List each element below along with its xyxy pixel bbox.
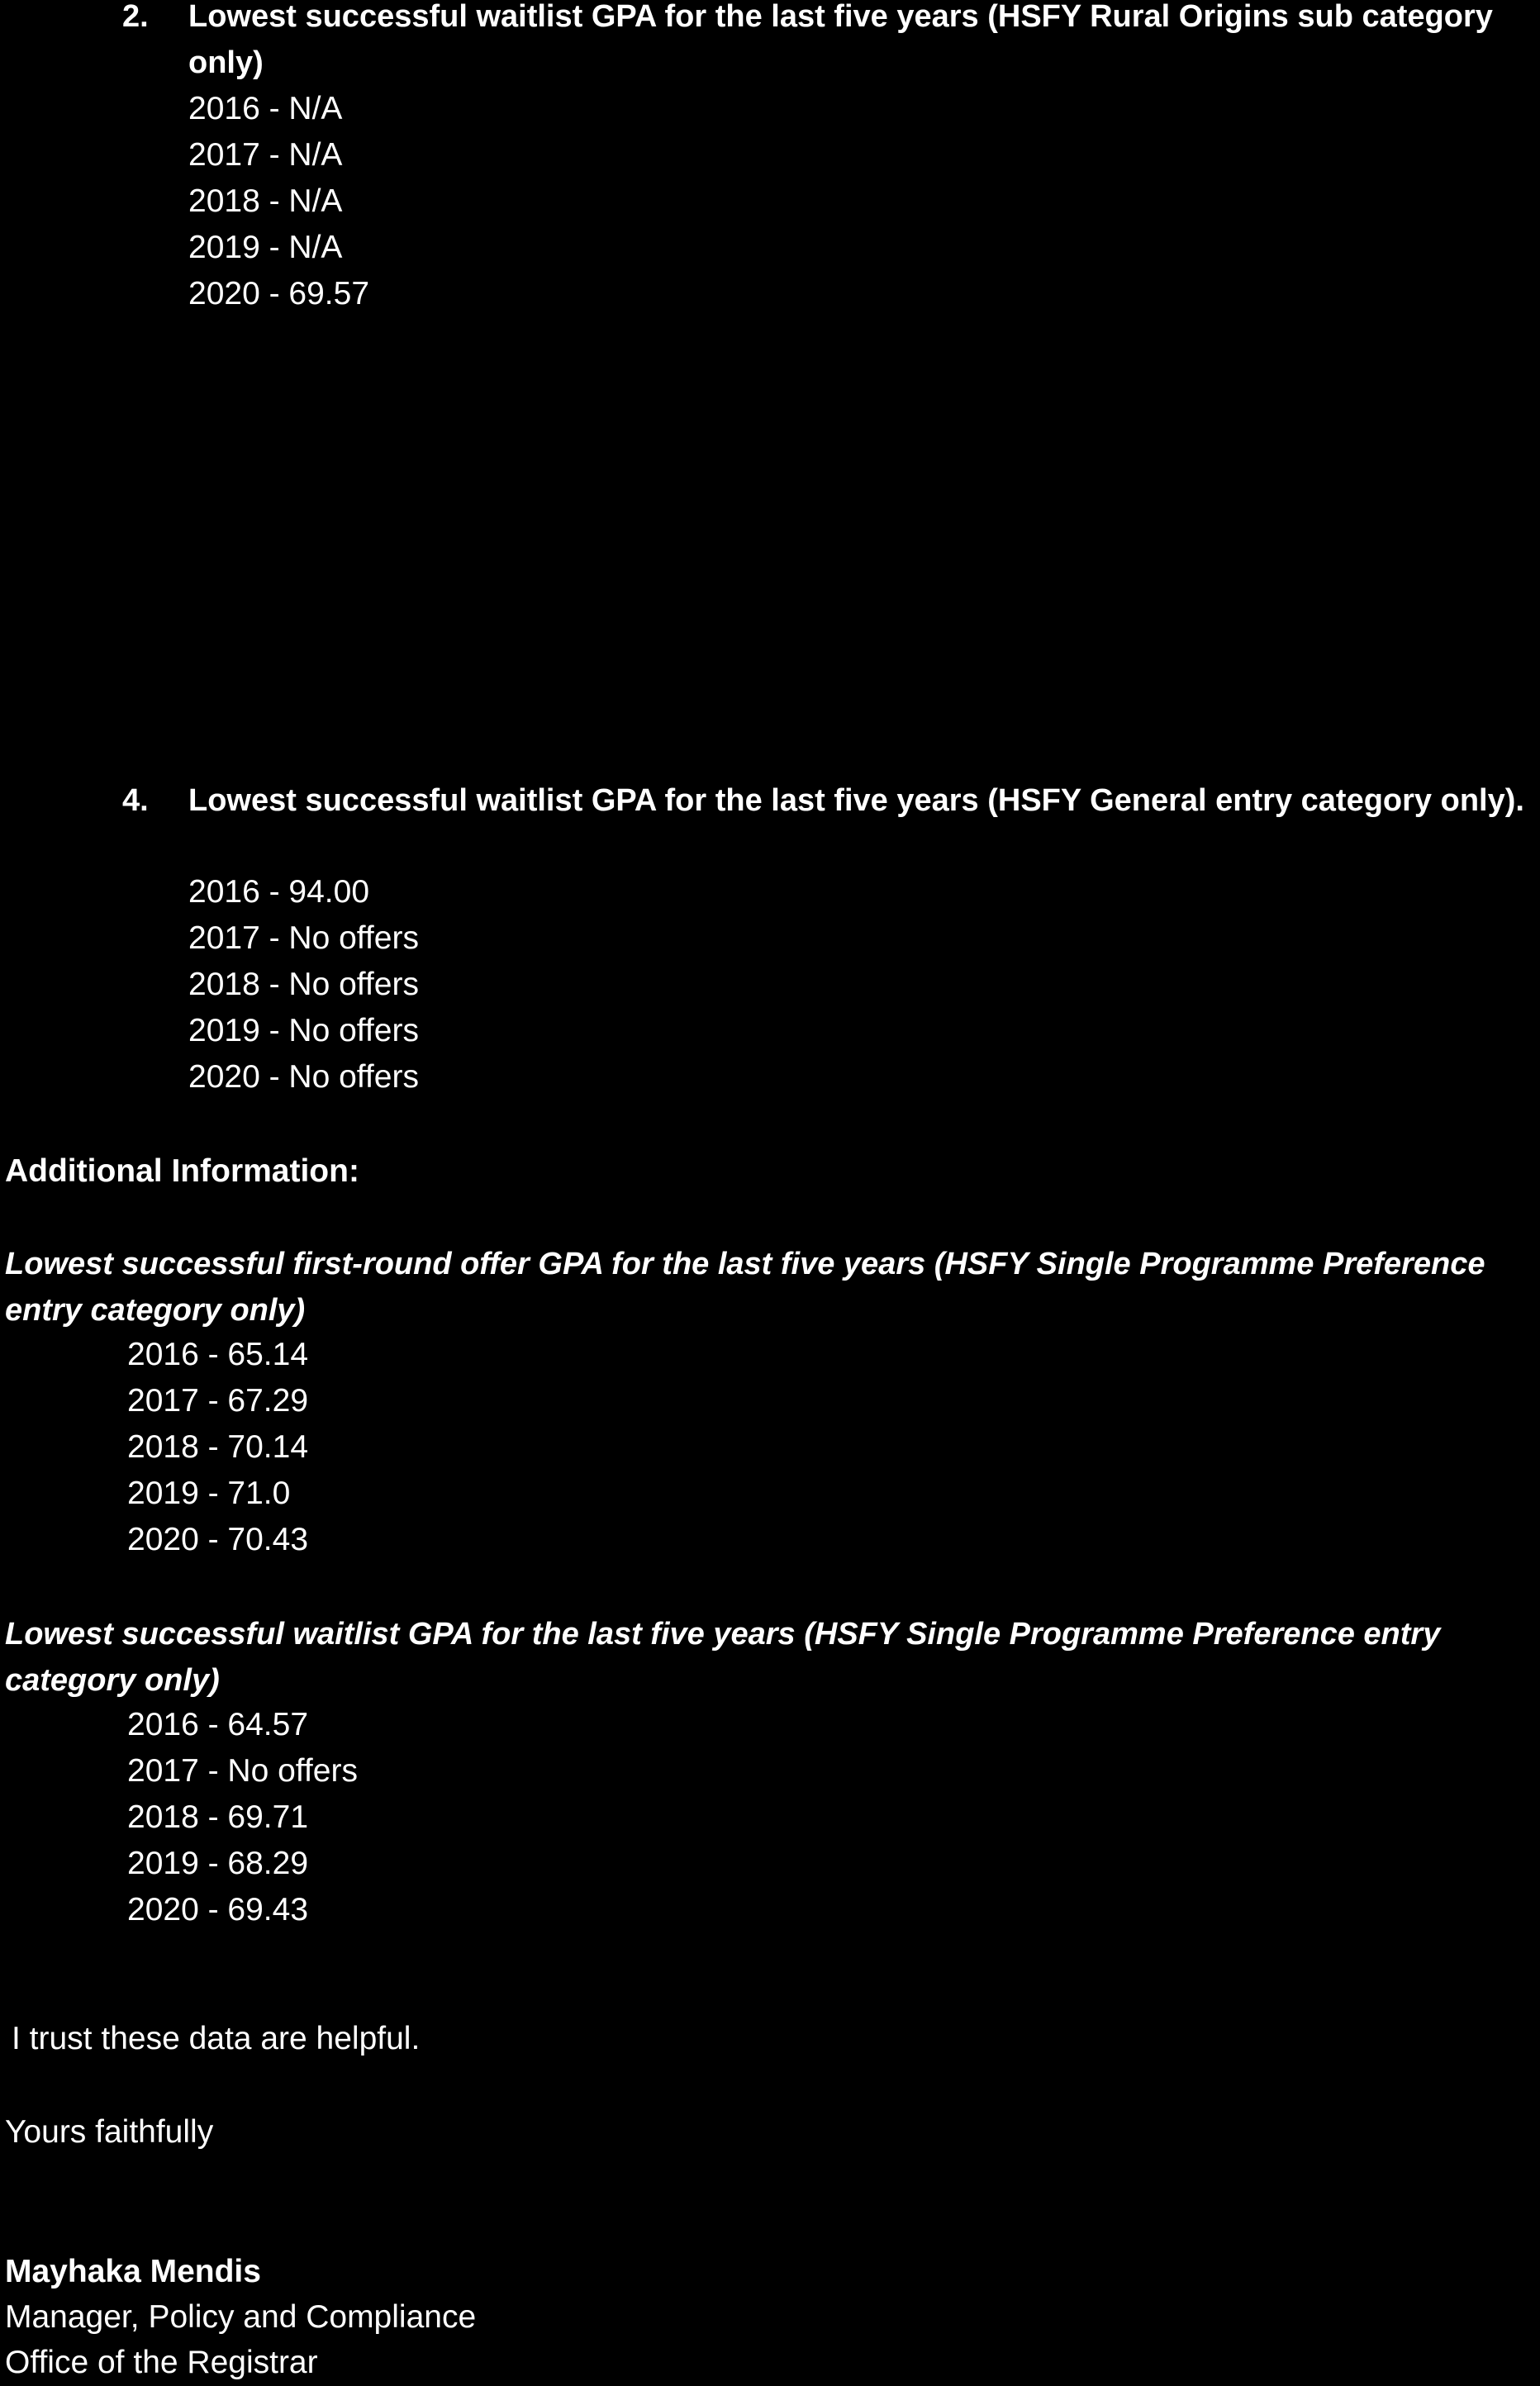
additional-info-title: Additional Information: (5, 1153, 359, 1189)
list-item: 2020 - 69.57 (188, 276, 370, 311)
list-item: 2019 - N/A (188, 230, 343, 265)
salutation: Yours faithfully (5, 2114, 214, 2150)
list-item: 2017 - N/A (188, 137, 343, 173)
list-item: 2017 - No offers (127, 1753, 358, 1789)
section-4-heading-text: Lowest successful waitlist GPA for the last five years (HSFY General entry category only). (188, 783, 1524, 818)
list-item: 2018 - N/A (188, 183, 343, 219)
trust-line: I trust these data are helpful. (12, 2021, 421, 2056)
list-item: 2018 - 70.14 (127, 1429, 309, 1465)
waitlist-list (127, 1702, 358, 1933)
signatory-name: Mayhaka Mendis (5, 2254, 261, 2289)
list-item: 2017 - 67.29 (127, 1383, 309, 1419)
list-item: 2020 - 69.43 (127, 1892, 309, 1927)
list-item: 2019 - 68.29 (127, 1846, 309, 1881)
section-4-list (188, 869, 419, 1100)
list-item: 2019 - No offers (188, 1013, 419, 1048)
signatory-office: Office of the Registrar (5, 2345, 318, 2380)
list-item: 2016 - 65.14 (127, 1337, 309, 1372)
list-item: 2020 - 70.43 (127, 1522, 309, 1557)
list-item: 2016 - 64.57 (127, 1707, 309, 1742)
list-item: 2020 - No offers (188, 1059, 419, 1095)
waitlist-heading: Lowest successful waitlist GPA for the last five years (HSFY Single Programme Preference entry category only) (5, 1617, 1441, 1698)
section-2-heading-text: Lowest successful waitlist GPA for the last five years (HSFY Rural Origins sub category only) (188, 0, 1493, 80)
list-item: 2016 - 94.00 (188, 874, 370, 910)
section-4-number: 4. (122, 783, 149, 818)
list-item: 2018 - No offers (188, 967, 419, 1002)
list-item: 2018 - 69.71 (127, 1799, 309, 1835)
section-2-list (188, 86, 369, 317)
first-round-heading: Lowest successful first-round offer GPA for the last five years (HSFY Single Programme Preference entry category only) (5, 1247, 1485, 1328)
section-4-heading (122, 777, 1527, 824)
signatory-position: Manager, Policy and Compliance (5, 2299, 477, 2335)
list-item: 2017 - No offers (188, 920, 419, 956)
first-round-list (127, 1332, 308, 1563)
list-item: 2019 - 71.0 (127, 1476, 291, 1511)
section-2-heading (122, 0, 1527, 86)
list-item: 2016 - N/A (188, 91, 343, 126)
section-2-number: 2. (122, 0, 149, 34)
